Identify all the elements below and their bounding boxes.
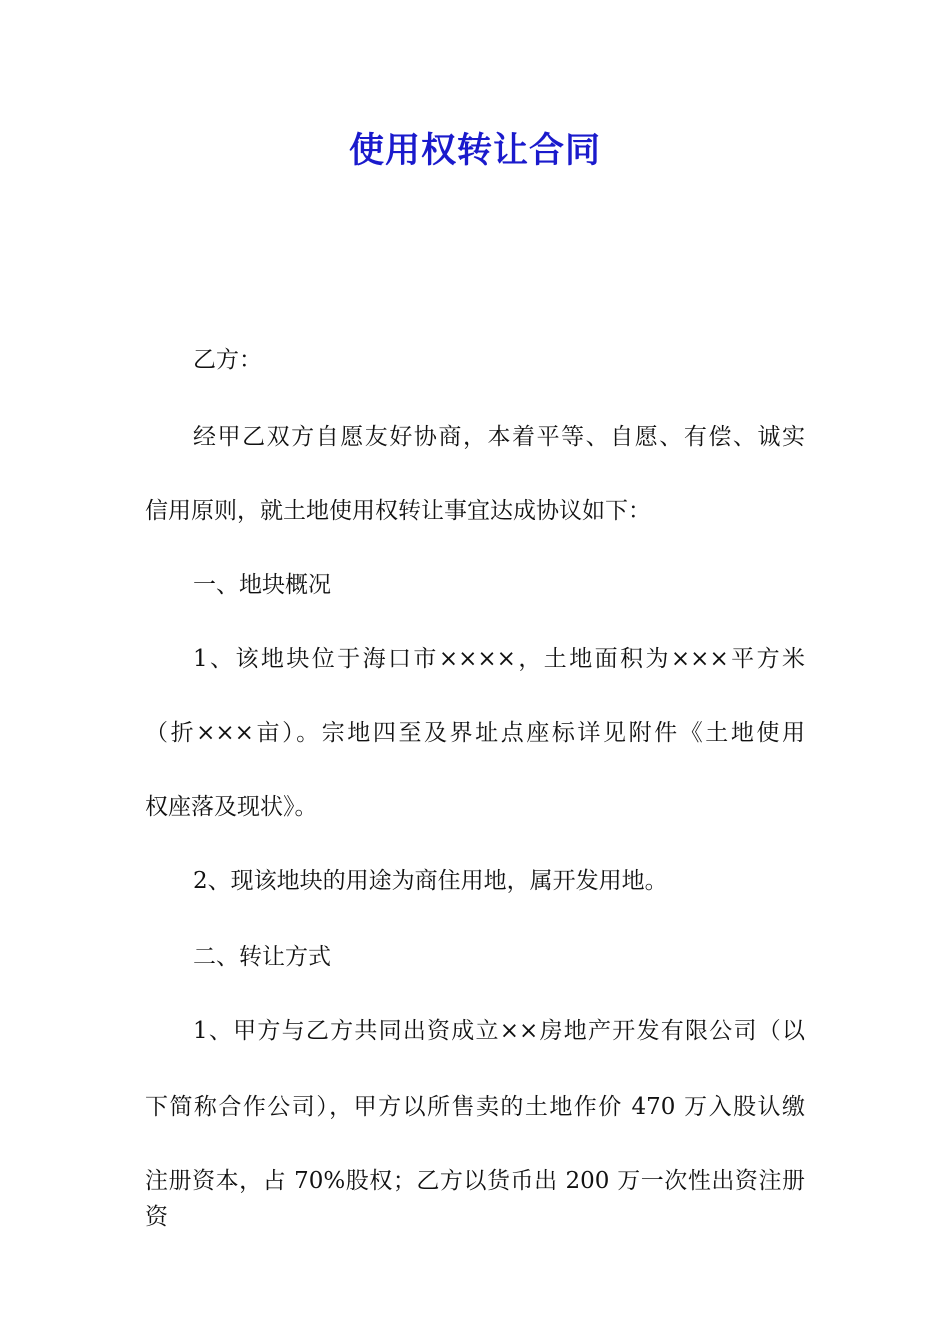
party-b-label: 乙方： [193,347,262,373]
paragraph-line: 1、甲方与乙方共同出资成立××房地产开发有限公司（以 [193,1018,805,1044]
paragraph-line: 信用原则，就土地使用权转让事宜达成协议如下： [145,498,651,524]
paragraph-line: 1、该地块位于海口市××××，土地面积为×××平方米 [193,646,805,672]
paragraph-line: 注册资本，占 70%股权；乙方以货币出 200 万一次性出资注册资 [145,1168,805,1230]
paragraph-line: 经甲乙双方自愿友好协商，本着平等、自愿、有偿、诚实 [193,424,805,450]
section-heading: 二、转让方式 [193,944,331,970]
paragraph-line: 权座落及现状》。 [145,794,318,820]
section-heading: 一、地块概况 [193,572,331,598]
paragraph-line: （折×××亩）。宗地四至及界址点座标详见附件《土地使用 [145,720,805,746]
paragraph-line: 2、现该地块的用途为商住用地，属开发用地。 [193,868,668,894]
paragraph-line: 下简称合作公司），甲方以所售卖的土地作价 470 万入股认缴 [145,1094,805,1120]
document-title: 使用权转让合同 [348,131,601,171]
